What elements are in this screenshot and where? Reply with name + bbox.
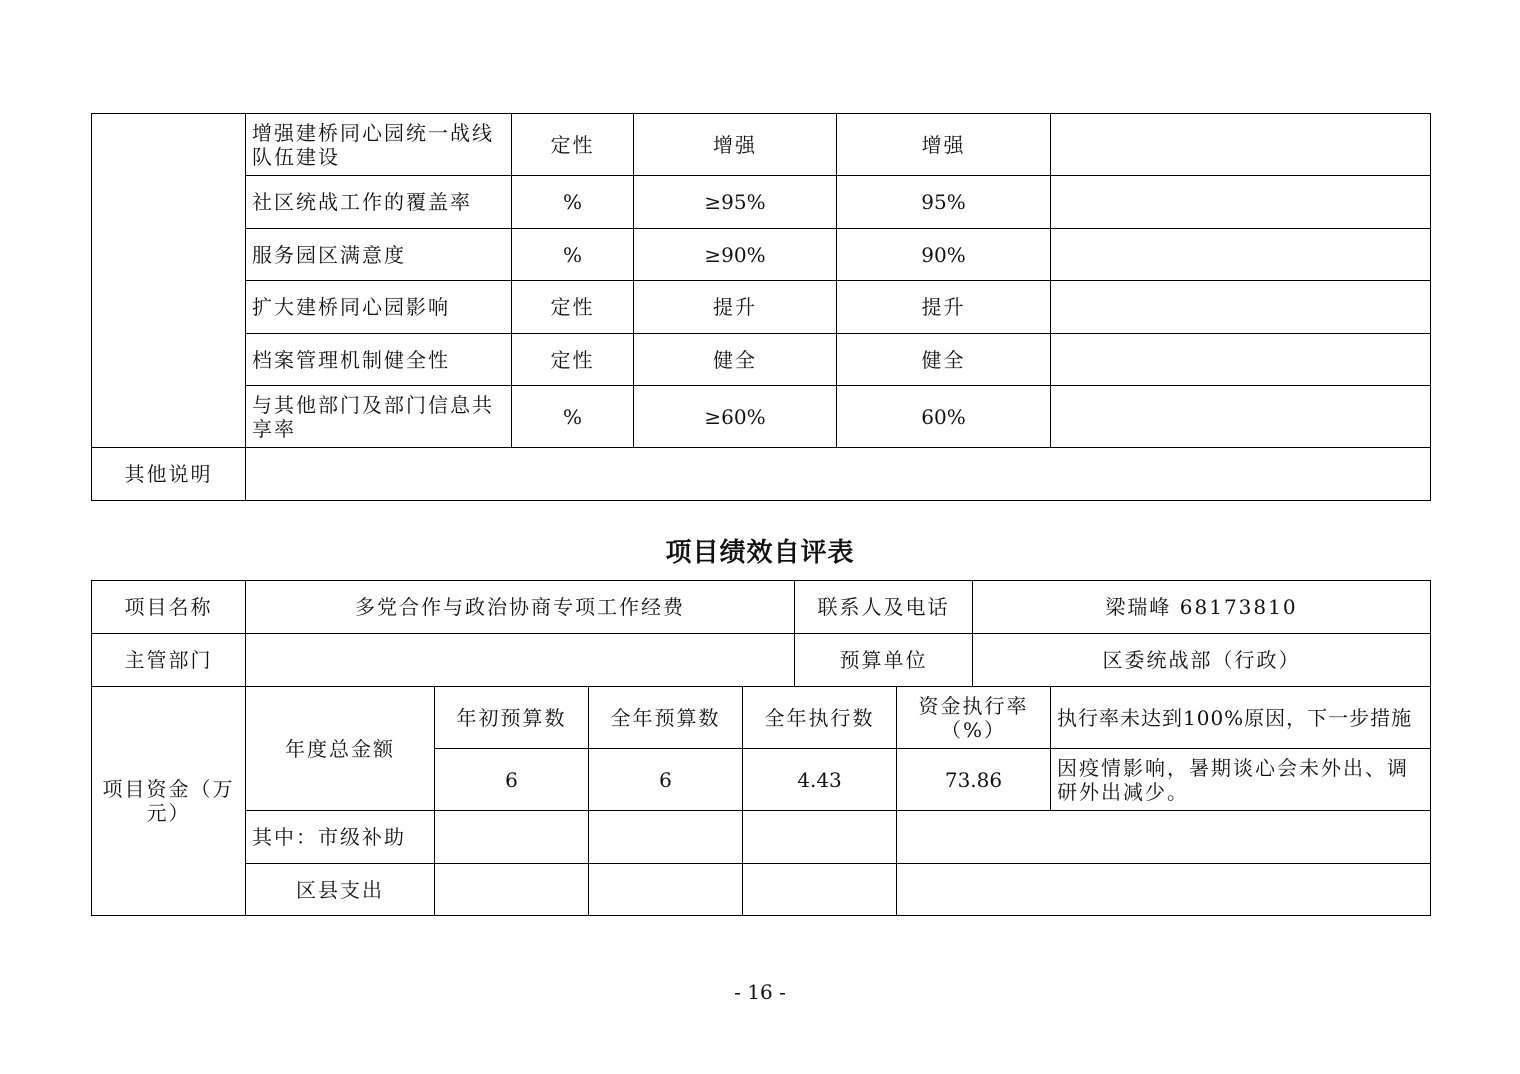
table-row	[92, 634, 1431, 687]
indicator-unit: %	[512, 386, 634, 448]
table-row	[92, 176, 1431, 229]
project-name-value: 多党合作与政治协商专项工作经费	[246, 581, 795, 634]
page-title: 项目绩效自评表	[665, 538, 855, 568]
table-row	[92, 581, 1431, 634]
city-executed-cell	[743, 811, 897, 864]
fund-label: 项目资金（万元）	[92, 687, 246, 916]
indicator-actual: 90%	[837, 229, 1051, 281]
col-reason: 执行率未达到100%原因，下一步措施	[1051, 687, 1431, 749]
indicator-name: 社区统战工作的覆盖率	[246, 176, 512, 229]
table-row	[92, 281, 1431, 334]
execution-rate-value: 73.86	[897, 749, 1051, 811]
indicator-actual: 95%	[837, 176, 1051, 229]
indicator-unit: 定性	[512, 114, 634, 176]
indicator-target: ≥90%	[634, 229, 837, 281]
indicator-note	[1051, 114, 1431, 176]
table-row	[92, 334, 1431, 386]
table-row	[92, 448, 1431, 501]
project-name-label: 项目名称	[92, 581, 246, 634]
indicator-note	[1051, 176, 1431, 229]
contact-value: 梁瑞峰 68173810	[973, 581, 1431, 634]
page-number: - 16 -	[734, 980, 786, 1004]
col-full-budget: 全年预算数	[589, 687, 743, 749]
table-row	[92, 864, 1431, 916]
initial-budget-value: 6	[435, 749, 589, 811]
col-initial-budget: 年初预算数	[435, 687, 589, 749]
annual-total-label: 年度总金额	[246, 687, 435, 811]
indicator-target: 健全	[634, 334, 837, 386]
indicator-unit: %	[512, 176, 634, 229]
county-full-cell	[589, 864, 743, 916]
table-row	[92, 687, 1431, 749]
table-row	[92, 114, 1431, 176]
city-subsidy-label: 其中：市级补助	[246, 811, 435, 864]
indicator-unit: 定性	[512, 281, 634, 334]
contact-label: 联系人及电话	[795, 581, 973, 634]
budget-unit-value: 区委统战部（行政）	[973, 634, 1431, 687]
indicator-target: ≥60%	[634, 386, 837, 448]
city-rest-cell	[897, 811, 1431, 864]
indicator-name: 增强建桥同心园统一战线队伍建设	[246, 114, 512, 176]
indicator-name: 服务园区满意度	[246, 229, 512, 281]
indicator-name: 档案管理机制健全性	[246, 334, 512, 386]
indicator-unit: %	[512, 229, 634, 281]
county-rest-cell	[897, 864, 1431, 916]
other-notes-value	[246, 448, 1431, 501]
city-initial-cell	[435, 811, 589, 864]
indicator-note	[1051, 281, 1431, 334]
col-execution-rate: 资金执行率（%）	[897, 687, 1051, 749]
indicator-unit: 定性	[512, 334, 634, 386]
county-initial-cell	[435, 864, 589, 916]
table-row	[92, 386, 1431, 448]
dept-label: 主管部门	[92, 634, 246, 687]
indicator-note	[1051, 334, 1431, 386]
city-full-cell	[589, 811, 743, 864]
indicator-target: 增强	[634, 114, 837, 176]
indicator-actual: 健全	[837, 334, 1051, 386]
county-executed-cell	[743, 864, 897, 916]
col-executed: 全年执行数	[743, 687, 897, 749]
indicator-category-cell	[92, 114, 246, 448]
table-row	[92, 229, 1431, 281]
reason-value: 因疫情影响，暑期谈心会未外出、调研外出减少。	[1051, 749, 1431, 811]
indicator-note	[1051, 386, 1431, 448]
other-notes-label: 其他说明	[92, 448, 246, 501]
budget-unit-label: 预算单位	[795, 634, 973, 687]
indicator-note	[1051, 229, 1431, 281]
indicator-table	[91, 113, 1431, 501]
indicator-actual: 增强	[837, 114, 1051, 176]
county-expense-label: 区县支出	[246, 864, 435, 916]
indicator-target: ≥95%	[634, 176, 837, 229]
table-row	[92, 811, 1431, 864]
indicator-name: 扩大建桥同心园影响	[246, 281, 512, 334]
indicator-target: 提升	[634, 281, 837, 334]
full-budget-value: 6	[589, 749, 743, 811]
executed-value: 4.43	[743, 749, 897, 811]
eval-table	[91, 580, 1431, 916]
indicator-name: 与其他部门及部门信息共享率	[246, 386, 512, 448]
dept-value	[246, 634, 795, 687]
indicator-actual: 提升	[837, 281, 1051, 334]
indicator-actual: 60%	[837, 386, 1051, 448]
